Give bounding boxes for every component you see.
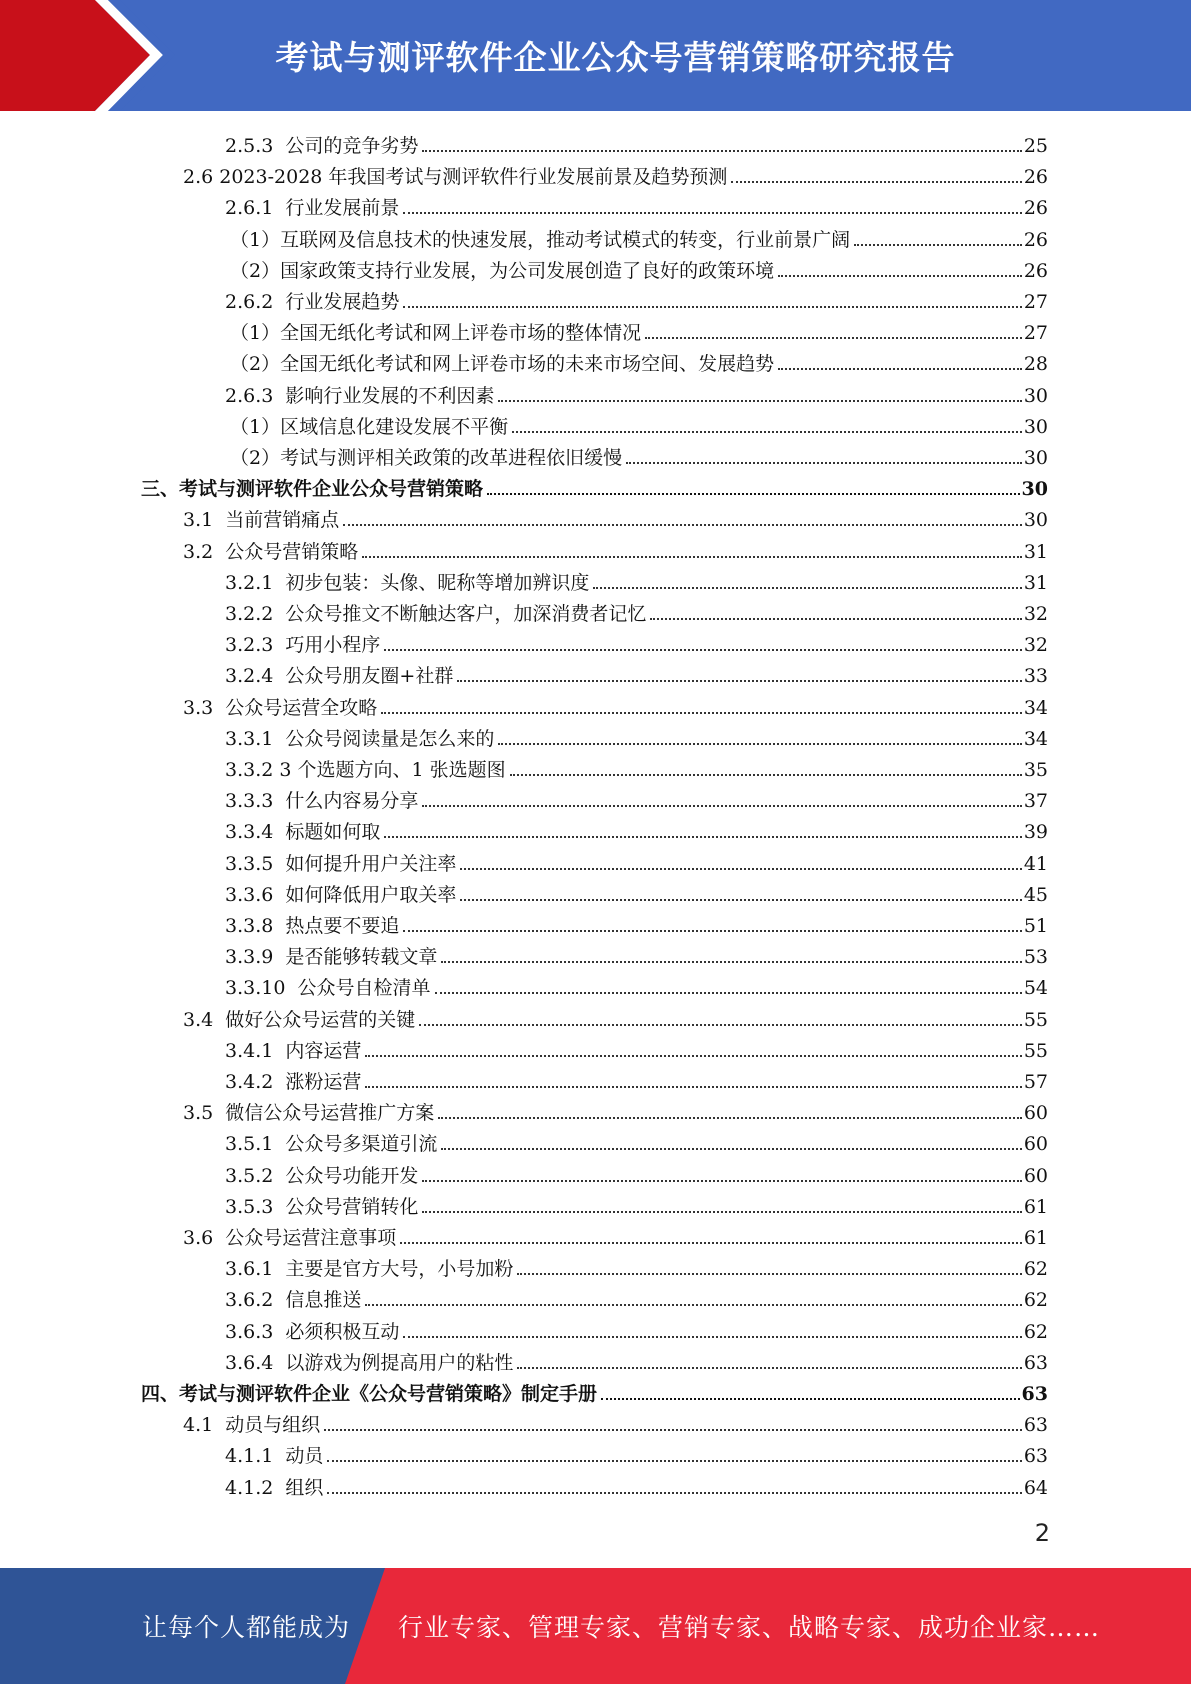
toc-dot-leader <box>365 1086 1021 1088</box>
toc-entry[interactable] <box>0 564 1048 595</box>
toc-entry-title: 3.6.4 以游戏为例提高用户的粘性 <box>225 1351 514 1374</box>
toc-entry[interactable] <box>0 252 1048 283</box>
toc-dot-leader <box>517 1273 1021 1275</box>
toc-entry-page: 31 <box>1023 571 1048 594</box>
toc-entry-page: 63 <box>1023 1445 1048 1468</box>
toc-entry-page: 63 <box>1021 1383 1048 1405</box>
toc-entry[interactable] <box>0 751 1048 782</box>
toc-dot-leader <box>441 961 1021 963</box>
toc-dot-leader <box>731 181 1021 183</box>
toc-entry[interactable] <box>0 689 1048 720</box>
toc-entry-title: 4.1.2 组织 <box>225 1476 324 1499</box>
toc-entry-page: 60 <box>1023 1102 1048 1125</box>
toc-dot-leader <box>460 899 1021 901</box>
toc-dot-leader <box>517 1367 1021 1369</box>
toc-dot-leader <box>422 805 1021 807</box>
toc-entry-title: 3.6 公众号运营注意事项 <box>183 1227 397 1249</box>
toc-entry-page: 27 <box>1023 291 1048 313</box>
toc-entry-title: 2.6 2023-2028 年我国考试与测评软件行业发展前景及趋势预测 <box>183 166 728 189</box>
toc-entry-page: 26 <box>1023 259 1048 282</box>
toc-entry[interactable] <box>0 1188 1048 1219</box>
toc-dot-leader <box>403 306 1021 308</box>
toc-entry[interactable] <box>0 377 1048 408</box>
toc-entry-title: （1）全国无纸化考试和网上评卷市场的整体情况 <box>230 322 642 345</box>
toc-entry[interactable] <box>0 470 1048 501</box>
toc-entry-title: 3.3.8 热点要不要追 <box>225 915 400 937</box>
toc-entry-page: 63 <box>1023 1351 1048 1374</box>
toc-entry-page: 64 <box>1023 1476 1048 1499</box>
toc-dot-leader <box>403 1336 1021 1338</box>
toc-entry-page: 54 <box>1023 977 1048 1000</box>
toc-entry[interactable] <box>0 1469 1048 1500</box>
toc-entry-page: 55 <box>1023 1008 1048 1031</box>
toc-entry-page: 34 <box>1023 696 1048 719</box>
toc-entry-title: 4.1 动员与组织 <box>183 1414 321 1437</box>
toc-entry[interactable] <box>0 221 1048 252</box>
toc-entry-title: （1）互联网及信息技术的快速发展，推动考试模式的转变，行业前景广阔 <box>230 228 851 251</box>
toc-entry[interactable] <box>0 533 1048 564</box>
toc-dot-leader <box>327 1492 1021 1494</box>
toc-dot-leader <box>593 587 1021 589</box>
toc-dot-leader <box>324 1429 1022 1431</box>
toc-entry-page: 26 <box>1023 228 1048 251</box>
toc-entry-page: 61 <box>1023 1227 1048 1249</box>
toc-entry[interactable] <box>0 1344 1048 1375</box>
toc-entry-title: 3.2.2 公众号推文不断触达客户，加深消费者记忆 <box>225 603 647 625</box>
toc-entry[interactable] <box>0 1250 1048 1281</box>
toc-entry-page: 30 <box>1021 478 1048 501</box>
page-number: 2 <box>1034 1519 1050 1547</box>
toc-dot-leader <box>457 680 1021 682</box>
toc-entry-title: 3.5.3 公众号营销转化 <box>225 1195 419 1218</box>
toc-entry[interactable] <box>0 408 1048 439</box>
toc-entry-page: 62 <box>1023 1258 1048 1281</box>
toc-entry-title: 3.3.6 如何降低用户取关率 <box>225 883 457 906</box>
toc-entry-page: 30 <box>1023 509 1048 532</box>
toc-entry-title: 3.3.9 是否能够转载文章 <box>225 946 438 969</box>
header-banner <box>0 0 1191 111</box>
footer-slogan-right: 行业专家、管理专家、营销专家、战略专家、成功企业家…… <box>398 1613 1101 1642</box>
toc-entry-title: 3.2.4 公众号朋友圈+社群 <box>225 665 454 688</box>
toc-dot-leader <box>498 743 1021 745</box>
toc-entry-title: 2.6.3 影响行业发展的不利因素 <box>225 384 495 407</box>
toc-entry[interactable] <box>0 501 1048 532</box>
toc-dot-leader <box>441 1148 1021 1150</box>
toc-entry-title: 3.1 当前营销痛点 <box>183 509 340 532</box>
toc-dot-leader <box>327 1460 1021 1462</box>
toc-dot-leader <box>365 1055 1021 1057</box>
toc-entry[interactable] <box>0 345 1048 376</box>
toc-entry-page: 26 <box>1023 197 1048 220</box>
toc-entry-title: 3.5.1 公众号多渠道引流 <box>225 1133 438 1156</box>
toc-entry[interactable] <box>0 1063 1048 1094</box>
toc-entry[interactable] <box>0 1281 1048 1312</box>
toc-entry-title: 3.3.3 什么内容易分享 <box>225 790 419 813</box>
toc-entry-title: 2.6.1 行业发展前景 <box>225 197 400 220</box>
toc-dot-leader <box>778 275 1022 277</box>
toc-dot-leader <box>626 462 1022 464</box>
toc-entry[interactable] <box>0 189 1048 220</box>
toc-entry-title: 3.5 微信公众号运营推广方案 <box>183 1102 435 1125</box>
toc-entry-page: 32 <box>1023 603 1048 625</box>
toc-entry[interactable] <box>0 595 1048 626</box>
toc-entry-title: 2.6.2 行业发展趋势 <box>225 291 400 313</box>
toc-entry[interactable] <box>0 907 1048 938</box>
toc-entry-page: 34 <box>1023 727 1048 750</box>
toc-entry-page: 51 <box>1023 915 1048 937</box>
toc-dot-leader <box>498 400 1021 402</box>
toc-entry[interactable] <box>0 1406 1048 1437</box>
toc-entry[interactable] <box>0 845 1048 876</box>
toc-entry-page: 41 <box>1023 852 1048 875</box>
toc-dot-leader <box>381 712 1022 714</box>
toc-entry[interactable] <box>0 1094 1048 1125</box>
toc-dot-leader <box>435 992 1022 994</box>
toc-entry[interactable] <box>0 1375 1048 1406</box>
toc-entry[interactable] <box>0 1125 1048 1156</box>
toc-dot-leader <box>601 1398 1020 1400</box>
toc-entry-title: 3.6.1 主要是官方大号，小号加粉 <box>225 1258 514 1281</box>
toc-dot-leader <box>403 930 1021 932</box>
toc-entry[interactable] <box>0 127 1048 158</box>
toc-entry-page: 60 <box>1023 1133 1048 1156</box>
toc-entry-page: 37 <box>1023 790 1048 813</box>
toc-entry-title: 4.1.1 动员 <box>225 1445 324 1468</box>
toc-dot-leader <box>510 774 1022 776</box>
toc-entry[interactable] <box>0 813 1048 844</box>
toc-entry[interactable] <box>0 969 1048 1000</box>
toc-entry-title: 3.6.2 信息推送 <box>225 1289 362 1312</box>
toc-entry-title: 3.2.3 巧用小程序 <box>225 634 381 657</box>
toc-entry[interactable] <box>0 158 1048 189</box>
toc-entry-page: 62 <box>1023 1289 1048 1312</box>
footer-banner <box>0 1568 1191 1684</box>
toc-entry-page: 33 <box>1023 665 1048 688</box>
toc-entry-title: 3.6.3 必须积极互动 <box>225 1320 400 1343</box>
toc-entry-page: 63 <box>1023 1414 1048 1437</box>
toc-entry-page: 62 <box>1023 1320 1048 1343</box>
toc-dot-leader <box>438 1117 1022 1119</box>
toc-entry-page: 26 <box>1023 166 1048 189</box>
toc-dot-leader <box>854 244 1022 246</box>
toc-entry[interactable] <box>0 1001 1048 1032</box>
toc-dot-leader <box>422 150 1021 152</box>
toc-entry-page: 61 <box>1023 1195 1048 1218</box>
toc-dot-leader <box>512 431 1022 433</box>
toc-entry-title: 3.2 公众号营销策略 <box>183 540 359 563</box>
toc-entry-page: 30 <box>1023 384 1048 407</box>
toc-entry-title: 3.3 公众号运营全攻略 <box>183 696 378 719</box>
toc-dot-leader <box>384 836 1021 838</box>
toc-entry[interactable] <box>0 657 1048 688</box>
toc-entry-page: 25 <box>1023 135 1048 157</box>
toc-dot-leader <box>343 524 1022 526</box>
toc-entry[interactable] <box>0 782 1048 813</box>
toc-dot-leader <box>650 618 1021 620</box>
toc-entry-title: 3.3.1 公众号阅读量是怎么来的 <box>225 727 495 750</box>
toc-entry[interactable] <box>0 720 1048 751</box>
toc-entry-title: （2）国家政策支持行业发展，为公司发展创造了良好的政策环境 <box>230 259 775 282</box>
toc-entry-title: （1）区域信息化建设发展不平衡 <box>230 415 509 438</box>
toc-dot-leader <box>778 368 1022 370</box>
footer-slogan-left: 让每个人都能成为 <box>142 1613 351 1642</box>
toc-dot-leader <box>645 337 1022 339</box>
toc-dot-leader <box>419 1024 1022 1026</box>
toc-entry-title: 3.3.4 标题如何取 <box>225 821 381 844</box>
toc-entry-page: 55 <box>1023 1039 1048 1062</box>
toc-entry-title: 2.5.3 公司的竞争劣势 <box>225 135 419 157</box>
toc-entry-title: 3.4.2 涨粉运营 <box>225 1071 362 1093</box>
toc-entry[interactable] <box>0 283 1048 314</box>
toc-entry[interactable] <box>0 1032 1048 1063</box>
toc-entry-title: （2）全国无纸化考试和网上评卷市场的未来市场空间、发展趋势 <box>230 353 775 376</box>
toc-entry[interactable] <box>0 876 1048 907</box>
toc-entry-page: 30 <box>1023 415 1048 438</box>
toc-entry-page: 31 <box>1023 540 1048 563</box>
toc-entry[interactable] <box>0 314 1048 345</box>
toc-dot-leader <box>400 1242 1022 1244</box>
toc-entry[interactable] <box>0 1437 1048 1468</box>
toc-entry-page: 32 <box>1023 634 1048 657</box>
toc-dot-leader <box>487 493 1020 495</box>
toc-entry-page: 57 <box>1023 1071 1048 1093</box>
toc-dot-leader <box>422 1211 1021 1213</box>
toc-entry[interactable] <box>0 1313 1048 1344</box>
toc-entry-title: 3.3.2 3 个选题方向、1 张选题图 <box>225 759 506 781</box>
toc-entry[interactable] <box>0 626 1048 657</box>
toc-entry-page: 45 <box>1023 883 1048 906</box>
toc-entry-title: 3.5.2 公众号功能开发 <box>225 1164 419 1187</box>
toc-dot-leader <box>365 1304 1021 1306</box>
toc-entry-title: 3.3.10 公众号自检清单 <box>225 977 431 1000</box>
toc-dot-leader <box>384 649 1021 651</box>
toc-entry-page: 60 <box>1023 1164 1048 1187</box>
toc-dot-leader <box>460 868 1021 870</box>
toc-entry-page: 53 <box>1023 946 1048 969</box>
toc-entry[interactable] <box>0 938 1048 969</box>
toc-entry-page: 35 <box>1023 759 1048 781</box>
toc-entry-page: 28 <box>1023 353 1048 376</box>
toc-entry-title: 3.2.1 初步包装：头像、昵称等增加辨识度 <box>225 571 590 594</box>
toc-entry-title: （2）考试与测评相关政策的改革进程依旧缓慢 <box>230 447 623 469</box>
toc-entry[interactable] <box>0 1219 1048 1250</box>
toc-entry-title: 3.4 做好公众号运营的关键 <box>183 1008 416 1031</box>
toc-entry-title: 3.3.5 如何提升用户关注率 <box>225 852 457 875</box>
toc-entry-title: 3.4.1 内容运营 <box>225 1039 362 1062</box>
toc-entry[interactable] <box>0 439 1048 470</box>
toc-dot-leader <box>362 556 1022 558</box>
toc-dot-leader <box>403 212 1021 214</box>
toc-entry-page: 27 <box>1023 322 1048 345</box>
toc-dot-leader <box>422 1180 1021 1182</box>
toc-entry-title: 三、考试与测评软件企业公众号营销策略 <box>141 478 484 501</box>
toc-entry[interactable] <box>0 1157 1048 1188</box>
report-title: 考试与测评软件企业公众号营销策略研究报告 <box>275 38 956 77</box>
toc-entry-page: 30 <box>1023 447 1048 469</box>
toc-entry-title: 四、考试与测评软件企业《公众号营销策略》制定手册 <box>141 1383 598 1405</box>
toc-entry-page: 39 <box>1023 821 1048 844</box>
